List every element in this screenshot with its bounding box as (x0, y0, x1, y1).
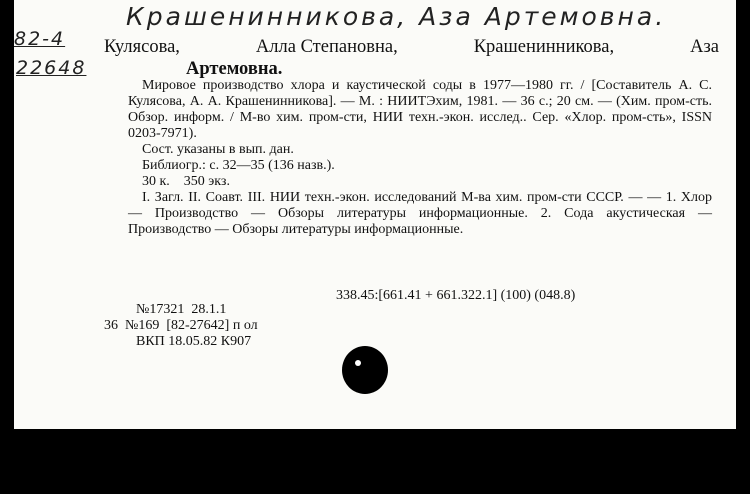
card-body (128, 78, 712, 238)
author2-surname: Крашенинникова, (473, 37, 615, 57)
title-paragraph: Мировое производство хлора и каустической соды в 1977—1980 гг. / [Составитель А. С. Кулясова, А. А. Крашенинникова]. — М. : НИИТЭхим, 1981. — 36 с.; 20 см. — (Хим. пром-сть. Обзор. информ. / М-во хим. пром-сти, НИИ техн.-экон. исслед.. Сер. «Хлор. пром-сть», ISSN 0203-7971). (128, 78, 712, 141)
author2-patronymic: Артемовна. (186, 59, 283, 79)
catalog-card (14, 0, 736, 429)
accession-line-2: 36 №169 [82-27642] п ол (104, 318, 258, 333)
handwritten-shelf-mark: 82-4 (14, 28, 66, 50)
author1-given: Алла Степановна, (255, 37, 398, 57)
accession-line-1: №17321 28.1.1 (136, 302, 227, 317)
classification-code: 338.45:[661.41 + 661.322.1] (100) (048.8) (336, 288, 576, 303)
handwritten-inventory-number: 22648 (16, 57, 87, 79)
note-bibliography: Библиогр.: с. 32—35 (136 назв.). (142, 158, 335, 173)
accession-block (104, 302, 258, 350)
card-heading (104, 36, 719, 80)
punch-hole (342, 346, 388, 394)
accession-line-3: ВКП 18.05.82 К907 (136, 334, 252, 349)
note-compilers: Сост. указаны в вып. дан. (142, 142, 294, 157)
author1-surname: Кулясова, (104, 37, 180, 57)
price-and-print-run: 30 к. 350 экз. (142, 174, 230, 189)
tracings: I. Загл. II. Соавт. III. НИИ техн.-экон. исследований М-ва хим. пром-сти СССР. — — 1. Хлор — Производство — Обзоры литературы информационные. 2. Сода акустическая — Производство — Обзоры литературы информационные. (128, 190, 712, 237)
handwritten-author-name: Крашенинникова, Аза Артемовна. (126, 2, 667, 31)
author2-given: Аза (690, 37, 719, 57)
